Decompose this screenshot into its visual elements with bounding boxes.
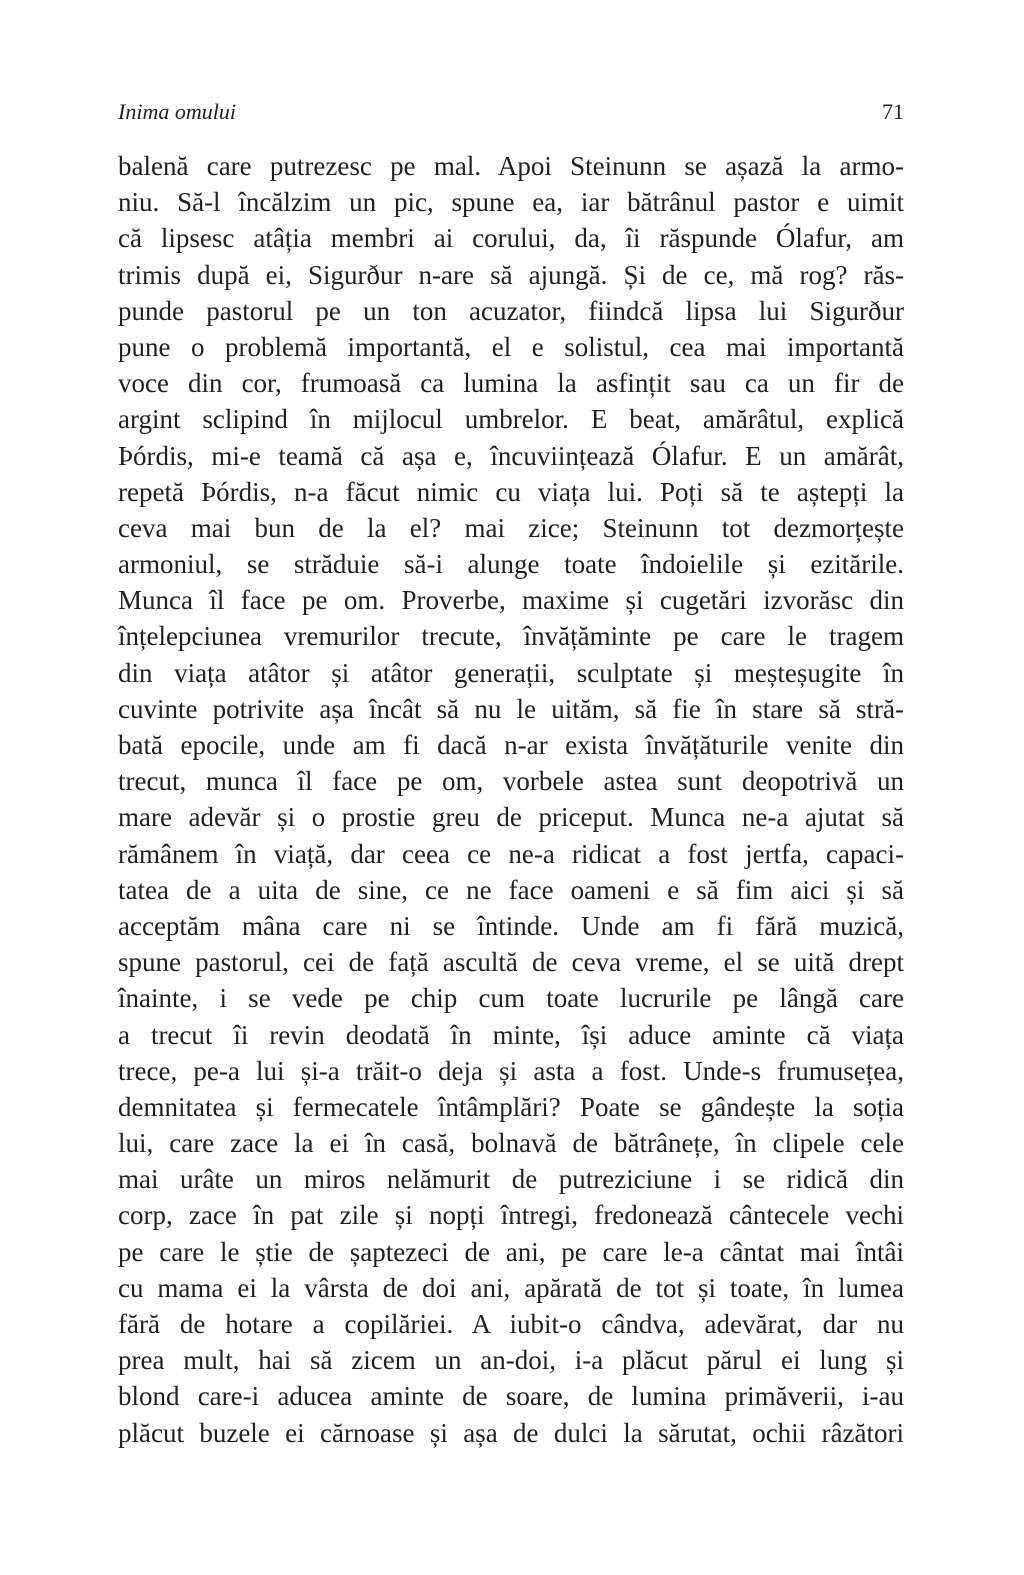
chapter-title: Inima omului (118, 99, 236, 124)
text-line: voce din cor, frumoasă ca lumina la asfințit sau ca un fir de (118, 368, 904, 399)
text-line: înainte, i se vede pe chip cum toate lucrurile pe lângă care (118, 983, 904, 1014)
text-line: niu. Să-l încălzim un pic, spune ea, iar bătrânul pastor e uimit (118, 187, 904, 218)
text-line: plăcut buzele ei cărnoase și așa de dulci la sărutat, ochii râzători (118, 1417, 904, 1448)
text-line: prea mult, hai să zicem un an-doi, i-a plăcut părul ei lung și (118, 1345, 904, 1376)
text-line: din viața atâtor și atâtor generații, sculptate și meșteșugite în (118, 657, 904, 688)
text-line: mare adevăr și o prostie greu de priceput. Munca ne-a ajutat să (118, 802, 904, 833)
text-line: a trecut îi revin deodată în minte, își aduce aminte că viața (118, 1019, 904, 1050)
text-line: armoniul, se străduie să-i alunge toate îndoielile și ezitările. (118, 549, 904, 580)
page-number: 71 (882, 99, 904, 124)
text-line: pe care le știe de șaptezeci de ani, pe care le-a cântat mai întâi (118, 1236, 904, 1267)
text-line: trecut, munca îl face pe om, vorbele astea sunt deopotrivă un (118, 766, 904, 797)
text-line: bată epocile, unde am fi dacă n-ar exista învățăturile venite din (118, 730, 904, 760)
text-line: cuvinte potrivite așa încât să nu le uităm, să fie în stare să stră- (118, 693, 904, 724)
text-line: mai urâte un miros nelămurit de putreziciune i se ridică din (118, 1164, 904, 1195)
running-header (118, 95, 904, 129)
text-line: corp, zace în pat zile și nopți întregi, fredonează cântecele vechi (118, 1200, 904, 1231)
text-line: blond care-i aducea aminte de soare, de lumina primăverii, i-au (118, 1381, 904, 1412)
text-line: demnitatea și fermecatele întâmplări? Poate se gândește la soția (118, 1091, 904, 1122)
text-line: spune pastorul, cei de față ascultă de ceva vreme, el se uită drept (118, 947, 904, 978)
text-line: cu mama ei la vârsta de doi ani, apărată de tot și toate, în lumea (118, 1272, 904, 1303)
body-text (118, 148, 904, 1451)
text-line: înțelepciunea vremurilor trecute, învățăminte pe care le tragem (118, 621, 904, 652)
text-line: Þórdis, mi-e teamă că așa e, încuviințează Ólafur. E un amărât, (118, 440, 904, 471)
text-line: Munca îl face pe om. Proverbe, maxime și cugetări izvorăsc din (118, 585, 904, 616)
text-line: lui, care zace la ei în casă, bolnavă de bătrânețe, în clipele cele (118, 1128, 904, 1159)
text-line: că lipsesc atâția membri ai corului, da, îi răspunde Ólafur, am (118, 223, 904, 254)
text-line: acceptăm mâna care ni se întinde. Unde am fi fără muzică, (118, 910, 904, 941)
text-line: argint sclipind în mijlocul umbrelor. E beat, amărâtul, explică (118, 404, 904, 435)
text-line: repetă Þórdis, n-a făcut nimic cu viața lui. Poți să te aștepți la (118, 476, 904, 507)
text-line: balenă care putrezesc pe mal. Apoi Steinunn se așază la armo- (118, 151, 904, 181)
text-line: fără de hotare a copilăriei. A iubit-o cândva, adevărat, dar nu (118, 1309, 904, 1339)
text-line: ceva mai bun de la el? mai zice; Steinunn tot dezmorțește (118, 512, 904, 543)
text-line: punde pastorul pe un ton acuzator, fiindcă lipsa lui Sigurður (118, 295, 904, 326)
text-line: rămânem în viață, dar ceea ce ne-a ridicat a fost jertfa, capaci- (118, 838, 904, 869)
text-line: trimis după ei, Sigurður n-are să ajungă. Și de ce, mă rog? răs- (118, 259, 904, 290)
text-line: pune o problemă importantă, el e solistul, cea mai importantă (118, 331, 904, 362)
text-line: trece, pe-a lui și-a trăit-o deja și asta a fost. Unde-s frumusețea, (118, 1055, 904, 1086)
text-line: tatea de a uita de sine, ce ne face oameni e să fim aici și să (118, 874, 904, 905)
